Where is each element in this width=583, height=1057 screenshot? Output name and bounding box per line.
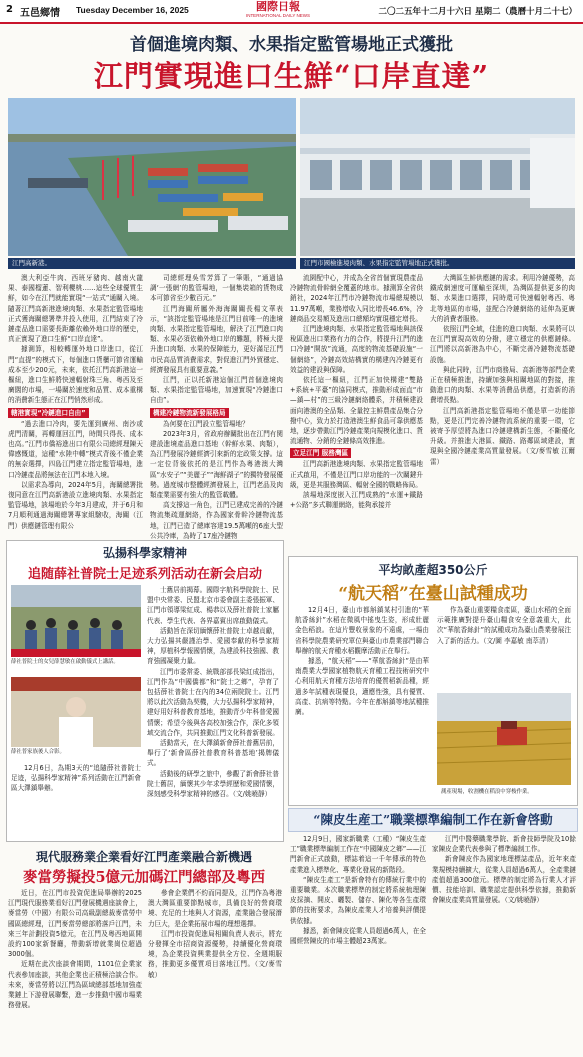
chenpi-body-left [290,834,426,1052]
subhead: 構建冷鏈物流新發展格局 [150,408,229,418]
section-name: 五邑鄉情 [20,8,60,19]
photo-caption: 薛社普院士的女兒薛慧敏在啟動儀式上講話。 [11,659,119,665]
paragraph: 與此同時，江門市商務局、高新港等部門企業正在積極推進，持續加強與相關地區的對接，推動進口的肉類、水果等消費品供應，打造新的消費增長點。 [430,365,575,405]
paragraph: 高支撐這一角色，江門已建成完善的冷鏈物流集疏運網絡，作為國家骨幹冷鏈物流基地，江門已造了總庫容達19.5萬噸的6座大型公共冷庫，為時了17座冷鏈物 [150,501,283,540]
port-aerial-photo [8,98,296,256]
scientist-feature [6,540,284,842]
chenpi-body-right [432,834,576,1052]
paragraph: 參會企業們不約而同提及，江門作為粵港澳大灣區重要節點城市，具備良好的營商環境、充足的土地與人才資源，產業融合發展潛力巨大，是企業拓展市場的理想選擇。 [148,889,282,928]
lead-column-3 [290,273,423,533]
logo-english: INTERNATIONAL DAILY NEWS [245,13,311,18]
subhead: 立足江門 服務灣區 [290,448,351,458]
harvest-photo [437,693,571,785]
feature-section-title: 平均畝產超350公斤 [378,563,488,577]
lead-column-2 [150,273,283,540]
paragraph: “過去進口冷肉，要先運到廣州、南沙或虎門清關，再轉運回江門，時間只得長、成本也高。”江門市僑裕進出口有限公司總經理陳天偉感慨道，這種“水陸中轉”模式背後不僅企業的無奈選擇，四島江門建立指定監管場地，進口冷鏈產品將無法在江門本地入境。 [8,419,143,479]
logo-chinese: 國際日報 [256,0,300,13]
chenpi-headline: “陳皮生産工”職業標準編制工作在新會啓動 [288,808,578,832]
paragraph: 該場地深度嵌入江門成熟的“水運+鐵路+公路”多式聯運網絡，能夠承接并 [290,491,423,510]
rice-feature [288,556,578,806]
paragraph: 據測算，相較轉運外地口岸進口，從江門“直提”的模式下，每個進口貨櫃可節省運輸成本至少200元，未來，依托江門高新港這一樞紐，進口生鮮將快速輻射珠三角、粵西及至廣闊的市場，一場關於速度和品質、成本重構的消費新生態正在江門悄然形成。 [8,345,143,405]
paragraph: 活動當天，在大澤鎮新會薛社普舊居前，舉行了‘新會區薛社普教育科普基地’揭牌儀式。 [147,739,279,768]
subhead: 轄港實現“冷鏈進口自由” [8,408,89,418]
paragraph: 12月6日，為期3天的“追隨薛社普院士足迹，弘揚科學家精神”系列活動在江門新會區大澤鎮舉辦。 [11,764,141,793]
rice-body-right [437,605,571,691]
date-chinese: 二〇二五年十二月十六日 星期二（農曆十月二十七） [378,7,577,17]
paragraph: 據悉，新會陳皮從業人員超過6萬人，在全國經營陳皮的市場主體超23萬家。 [290,926,426,946]
ceremony-photo [11,585,141,657]
paragraph: 12月9日，國家新職業（工種）“陳皮生產工”職業標準編制工作在“中國陳皮之鄉”——江門新會正式啟動，標誌着這一千年傳承的特色產業進入標準化、專業化發展的新階段。 [290,835,426,874]
photo-caption-left: 江門高新港。 [8,258,296,269]
lead-column-1 [8,273,143,533]
lead-column-4 [430,273,575,533]
portrait-photo [11,677,141,747]
paragraph: 近期在此次座談會期間，1101位企業家代表參加座談，其他企業也正積極洽談合作。未來，麥當勞將以江門為區域總部基地加強產業鏈上下游發展聯繫，進一步推動中國市場業務發展。 [8,960,142,1010]
feature-kicker: 現代服務業企業看好江門產業融合新機遇 [35,850,252,864]
paragraph: 12月4日，臺山市都斛鎮某村引進的“華航香絲針”水稻在微風中搖曳生姿，形成壯麗金色稻浪。在這片豐收景象的不遠處，一場由省科學院農業研究單位與臺山市農業部門聯合舉辦的航天育種水稻觀摩活動正在舉行。 [295,606,429,655]
photo-caption: 薛社普家族後人合影。 [11,749,65,755]
paragraph: 江門中醫藥職業學院、新會技師學院及10餘家陳皮企業代表參與了標準編制工作。 [432,835,576,854]
feature-calligraphy-headline: 追随薛社普院士足迹系列活动在新会启动 [27,567,262,582]
paragraph: 江門市投資促進局相關負責人表示，將充分發揮全市招商資源優勢，持續優化營商環境，為企業投資興業提供全方位、全週期服務，推動更多優質項目落地江門。（文/麥雪敏） [148,929,282,979]
paragraph: 大灣區生鮮供應鏈的需求。利用冷鏈優勢，高鐵成網速度可運輸至深圳，為灣區提供更多的肉類、水果進口選擇，同時還可快速輻射粵西、粵北等地區的市場，並配合冷鏈網絡的延伸為更廣大的消費者服務。 [430,274,575,323]
paragraph: 2023年3月，省政府辦關批出在江門有関建設進境產品進口基地（幹鮮水果、肉類），為江門發展冷鏈經濟引來新的定政策支撐。這一定位背後依托的是江門作為粵港澳大灣區“水安子”“美麗子”“海鮮湖子”的獨特發展優勢。過度城市整體經濟發展上，江門老品及肉類產業需要有強大的監管載體。 [150,429,283,500]
page-number: 2 [6,4,13,15]
paragraph: 據悉，“航天稻”——“華航香絲針”是由華南農業大學國家植物航天育種工程技術研究中心利用航天育種方法培育的優質稻新品種，經過多年試種表現優良，適應性強，具有優質、高產、抗病等特點。今年在都斛鎮等地試種推廣。 [295,657,429,717]
photo-caption: 測產現場，收割機在稻浪中穿梭作業。 [441,789,533,795]
paragraph: “陳皮生產工”是新會特有的傳統行業中的重要職業。本次職業標準的制定將系統梳理陳皮採摘、開皮、曬製、儲存、陳化等各生產環節的技術要求，為陳皮產業人才培養與評價提供依據。 [290,875,426,925]
lead-kicker: 首個進境肉類、水果指定監管場地正式獲批 [130,35,453,55]
feature-calligraphy-headline: “航天稻”在臺山試種成功 [338,584,528,604]
photo-caption-right: 江門市國檢進境肉類、水果指定監管場地正式獲批。 [300,258,575,269]
warehouse-photo [300,98,575,256]
paragraph: 江門高新港指定監管場地不僅是單一功能節點，更是江門完善冷鏈物流系統的重要一環，它被寄予厚望將為進口冷鏈建構新生態，不斷優化升級。并推進大港區、鐵路、路鄰區域建設，實現與全國冷鏈產業高質量發展。（文/麥雪敏 江爾雷） [430,406,575,466]
date-english: Tuesday December 16, 2025 [76,5,189,15]
mcdonalds-feature [6,846,282,1051]
lead-headline: 江門實現進口生鮮“口岸直達” [93,59,490,93]
paragraph: 活動後的研學之旅中，參觀了新會薛社普院士舊居，緬懷其少年求學經歷和愛國情懷，深刻感受科學家精神的感召。（文/姚曉靜） [147,769,279,799]
feature-section-title: 弘揚科學家精神 [102,546,187,560]
feature-headline: 麥當勞擬投5億元加碼江門總部及粵西 [22,869,266,886]
paragraph: 作為臺山重要糧食產區，臺山水稻的全面示範推廣對提升臺山糧食安全意義重大，此次“華航香絲針”的試種成功為臺山農業發展注入了新的活力。（文/圖 李嘉敏 南萃清） [437,606,571,645]
paragraph: 為何要在江門設立監管場地？ [163,419,249,428]
mcd-body-left [8,888,142,1048]
paragraph: 士舊居前揭幕。國際字航科學院院士、民盟中央常委、民盟北京市委會副主委張振軍、江門市領導梁紅成、楊恭以及薛社普院士家屬代表、學生代表、各界嘉賓出席啟動儀式。 [147,586,279,625]
mcd-body-right [148,888,282,1048]
paragraph: 依照江門全域，佳進的進口肉類、水果將可以在江門實現高效的分撥，建立穩定的供應鏈條。江門將以高新港為中心，不斷完善冷鏈物流基礎設施。 [430,325,575,364]
paragraph: 依托這一樞紐，江門正加快構建“雙路+系統+平臺”的協同模式，推動形成面直“市—鎮—村”的三級冷鏈網絡體系，并積極建設面向港澳的全品類、全量控主鮮農產品集合分撥中心，致力於打造港澳生鮮食品可靠供應基地，逐步帶動江門冷鏈產業向規模化進口、貨流通物、分銷的全鏈條高效推進。 [290,376,423,446]
paragraph: 流園配中心，并成為全省首個實現農產品冷鏈物流骨幹網全覆蓋的地市。據測算全省供銷社，2024年江門市冷鏈物流市場總規模以11.97萬噸，業務增收入同比增長46.6%，冷鏈商品交易額及進出口總額均實現穩定增長。 [290,274,423,323]
paragraph: 澳大利亞牛肉、西班牙豬肉、越南火龍果、泰國榴蓮、智利櫻桃……這些全球優質生鮮，如今在江門就能實現“一站式”通關入境。隨著江門高新港進境肉類、水果指定監管場地正式獲海關總署準并投入使用，江門結束了冷鏈產品進口需要長距離依賴外地口岸的歷史，真正實現了進口生鮮“口岸直達”。 [8,274,143,344]
paragraph: 江門市委常委、統戰部部長梁紅成指出，江門作為“中國僑都”和“院士之鄉”，孕育了包括薛社普院士在內的34位兩院院士。江門將以此次活動為契機，大力弘揚科學家精神，建好用好科普教育基地，推動青少年科普愛國情懷；希望今後與各高校加強合作，深化多領域交流合作，共同推動江門文化科普新發展。 [147,667,279,737]
paragraph: 江門高新港進境肉類、水果指定監管場地正式啟用，不僅是江門口岸功能的一次關鍵升級，更是其服務灣區、輻射全國的戰略佈局。 [290,460,423,489]
feature-body-left [11,763,141,837]
feature-body-right [147,585,279,837]
rice-body-left [295,605,429,801]
paragraph: 以需求為導向，2024年5月，海關總署批復同意在江門高新港設立進境肉類、水果指定監管場地，該場地於今年3月建成，并于6月和7月順利通過海關總署專家組驗收，海關（江門）供應鏈管理有限公 [8,480,143,530]
paragraph: 新會陳皮作為國家地理標誌產品，近年來產業規模持續擴大，從業人員超過6萬人，全產業鏈產值超過300億元。標準的制定將為行業人才評價、技能培訓、職業認定提供科學依據，推動新會陳皮產業高質量發展。（文/姚曉靜） [432,855,576,905]
paragraph: 江門進境肉類、水果指定監管場地與該保稅區進出口業務有力的合作，將提升江門的進口冷鏈“開放”流通，高度的物流基礎設施“一個網絡”，冷鏈高效結構實的構建內冷鏈更有效益的建設與保障。 [290,325,423,374]
newspaper-logo [238,1,318,19]
paragraph: 江門，正以托新港這個江門首個進境肉類、水果指定監管場地，加速實現“冷鏈進口自由”。 [150,376,283,405]
masthead [0,0,583,24]
paragraph: 司總經理吳雪芳算了一筆賬，“通過協調‘一張網’的監管場地，一個集裝箱的貨物成本可節省至少數百元。” [150,274,283,303]
paragraph: 江門海關所屬外海海關關長楊文華表示，“該指定監管場地是江門目前唯一的進境肉類、水果指定監管場地，解決了江門進口肉類、水果必須依賴外地口岸的難題，將極大提升進口肉類、水果的保障能力，更好滿足江門市民高品質消費需求，對促進江門外貿穩定、經濟發展具有重要意義。” [150,304,283,374]
paragraph: 近日，在江門市投資促進局舉辦的2025江門現代服務業看好江門發展機遇座談會上，麥當勞（中國）有限公司高級副總裁麥當勞中國區總經理，江門麥當勞總部將落戶江門，未來三年計劃投資5億元，在江門及粵西地區開設約100家新餐廳，帶動新增就業崗位超過3000個。 [8,889,142,959]
paragraph: 活動旨在深切緬懷薛社普院士卓越貢獻，大力弘揚其嚴謹治學、愛國奉獻的科學家精神，厚植科學報國情懷，為建設科技強國、教育強國凝聚力量。 [147,626,279,666]
